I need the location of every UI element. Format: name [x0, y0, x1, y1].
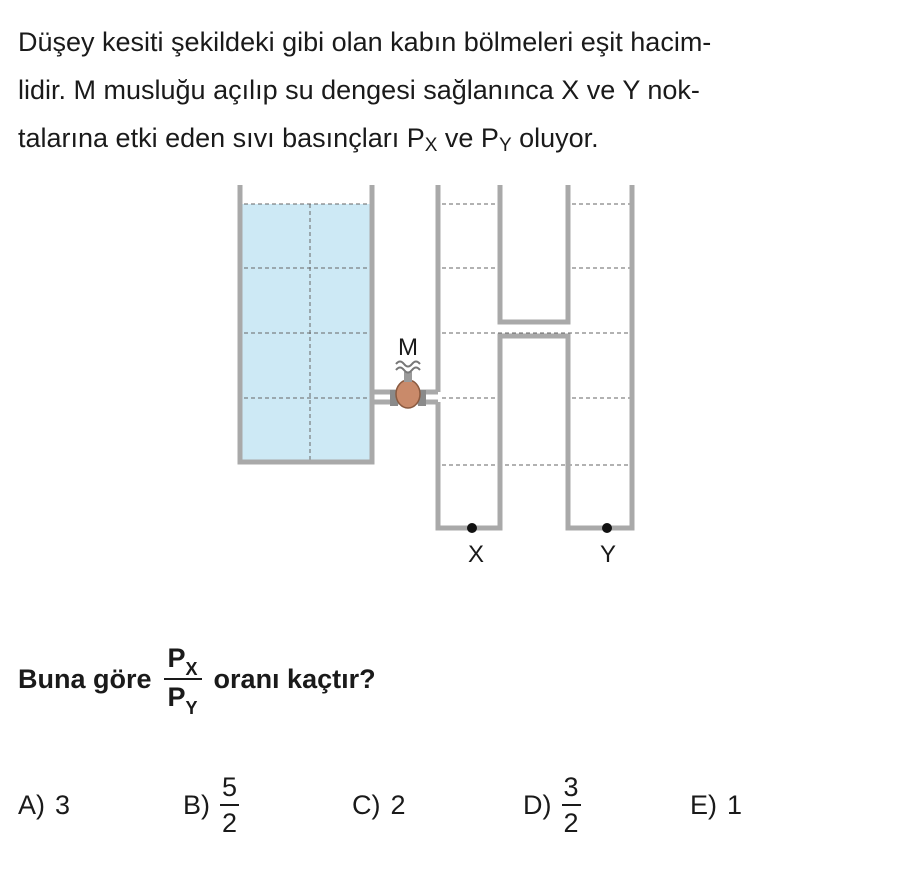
option-d-fraction [562, 770, 581, 840]
denominator-symbol: P [167, 682, 186, 712]
option-b-fraction [220, 770, 239, 840]
option-a-value: 3 [55, 789, 71, 820]
problem-line-2: lidir. M musluğu açılıp su dengesi sağlanınca X ve Y nok- [18, 75, 700, 105]
option-e-label: E) [690, 789, 717, 820]
option-b-denominator: 2 [222, 808, 238, 838]
point-x-label: X [467, 541, 485, 568]
problem-line-3-part-1: talarına etki eden sıvı basınçları P [18, 123, 425, 153]
point-y [602, 523, 612, 533]
problem-line-3-part-2: ve P [437, 123, 499, 153]
ratio-fraction [164, 641, 202, 717]
option-d-denominator: 2 [563, 808, 579, 838]
subscript-x: X [424, 135, 438, 156]
option-e-value: 1 [727, 789, 743, 820]
point-y-label: Y [599, 541, 617, 568]
ratio-denominator [164, 680, 202, 717]
question-text [18, 634, 376, 724]
option-a-label: A) [18, 789, 45, 820]
subscript-y: Y [498, 135, 512, 156]
option-b[interactable] [183, 760, 239, 850]
denominator-subscript: Y [185, 698, 198, 718]
option-d[interactable] [523, 760, 581, 850]
option-c-label: C) [352, 789, 381, 820]
option-c[interactable] [352, 760, 406, 850]
option-d-label: D) [523, 789, 552, 820]
problem-line-3-part-3: oluyor. [511, 123, 599, 153]
option-e[interactable] [690, 760, 742, 850]
point-x [467, 523, 477, 533]
question-prefix: Buna göre [18, 663, 152, 694]
numerator-symbol: P [167, 643, 186, 673]
option-b-label: B) [183, 789, 210, 820]
valve-m [390, 362, 426, 409]
ratio-numerator [164, 641, 202, 678]
option-d-numerator: 3 [563, 772, 579, 802]
valve-label: M [398, 334, 418, 361]
numerator-subscript: X [185, 659, 198, 679]
option-b-numerator: 5 [222, 772, 238, 802]
problem-line-1: Düşey kesiti şekildeki gibi olan kabın bölmeleri eşit hacim- [18, 27, 712, 57]
option-a[interactable] [18, 760, 70, 850]
question-suffix: oranı kaçtır? [213, 663, 376, 694]
option-c-value: 2 [390, 789, 406, 820]
answer-options [0, 760, 919, 850]
